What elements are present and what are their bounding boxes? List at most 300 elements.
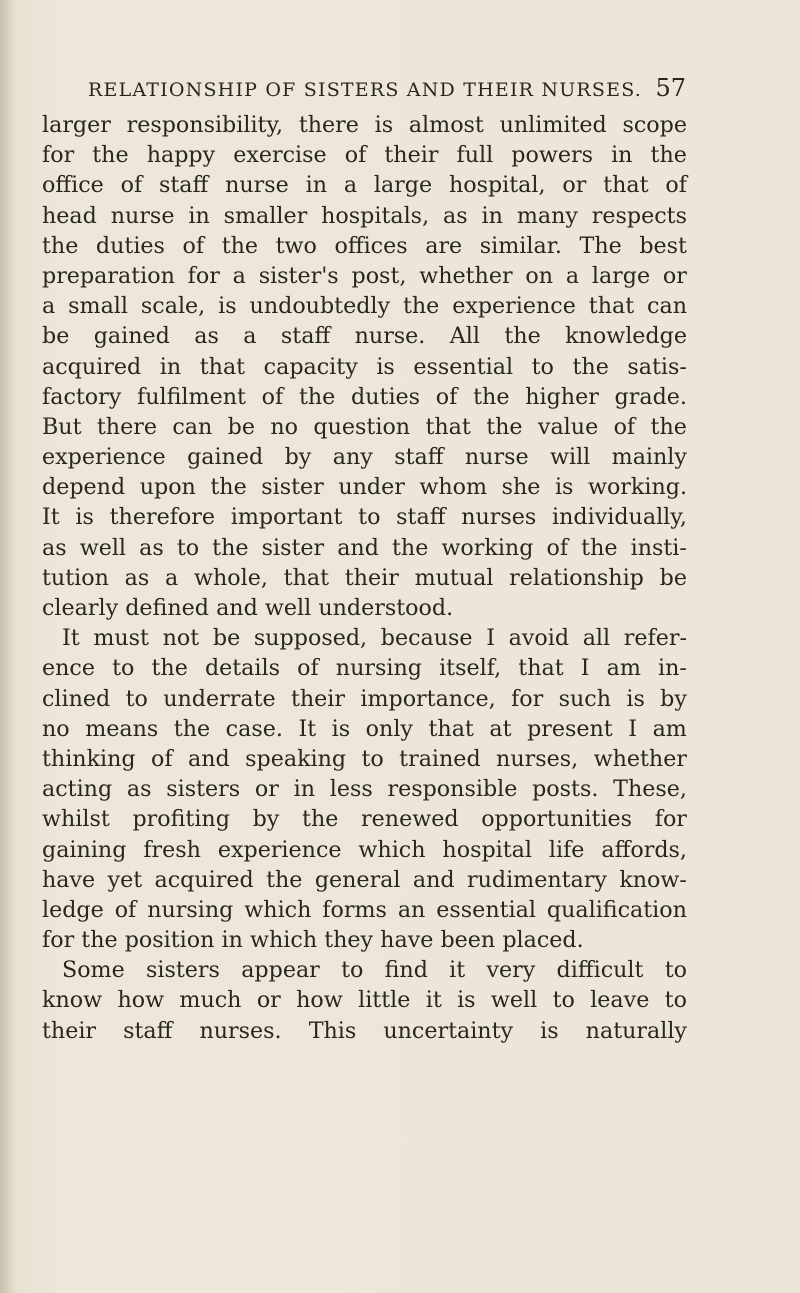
word: and	[216, 595, 258, 621]
word: in	[611, 142, 633, 169]
word: hospital,	[448, 172, 546, 199]
word: smaller	[223, 202, 308, 229]
word: offices	[334, 232, 408, 259]
word: find	[384, 957, 428, 984]
word: nurses,	[496, 745, 579, 772]
word: I	[628, 715, 638, 742]
word: is	[218, 293, 237, 320]
word: happy	[146, 142, 216, 169]
word: best	[639, 232, 687, 259]
word: have	[42, 866, 96, 893]
word: question	[313, 413, 411, 440]
word: staff	[280, 323, 331, 350]
word: to	[125, 685, 148, 712]
word: their	[384, 142, 439, 169]
text-line	[42, 352, 687, 382]
word: no	[270, 413, 299, 440]
word: grade.	[614, 383, 687, 410]
word: to	[341, 957, 364, 984]
word: fresh	[143, 836, 201, 863]
word: fulfilment	[137, 383, 246, 410]
word: it	[449, 957, 466, 984]
word: This	[308, 1017, 357, 1044]
word: a	[243, 323, 257, 350]
word: rudimentary	[466, 866, 607, 893]
word: as	[139, 534, 164, 561]
word: scope	[622, 112, 687, 138]
word: in	[481, 202, 503, 229]
word: respects	[591, 202, 687, 229]
word: the	[298, 383, 336, 410]
word: their	[290, 685, 346, 712]
word: nurse	[225, 172, 289, 199]
word: sister	[261, 534, 325, 561]
word: the	[486, 413, 523, 440]
word: itself,	[439, 655, 502, 682]
word: essential	[436, 896, 536, 923]
word: whether	[593, 745, 687, 772]
word: acquired	[42, 353, 142, 380]
word: for	[42, 927, 75, 954]
word: experience	[217, 836, 342, 863]
word: almost	[408, 112, 484, 138]
text-line	[42, 593, 687, 623]
word: essential	[413, 353, 514, 380]
word: higher	[525, 383, 599, 410]
word: to	[664, 957, 687, 984]
word: working	[441, 534, 534, 561]
word: as	[124, 564, 150, 591]
word: the	[392, 534, 429, 561]
word: yet	[107, 866, 143, 893]
word: that	[518, 655, 564, 682]
word: acquired	[154, 866, 254, 893]
word: little	[358, 987, 411, 1014]
word: such	[558, 685, 611, 712]
word: depend	[42, 474, 126, 501]
word: well	[264, 595, 312, 621]
text-line	[42, 804, 687, 834]
text-line	[42, 291, 687, 321]
word: value	[537, 413, 599, 440]
word: of	[120, 172, 143, 199]
word: by	[284, 444, 312, 471]
text-line	[42, 140, 687, 170]
word: that	[603, 172, 649, 199]
text-line	[42, 563, 687, 593]
word: of	[435, 383, 458, 410]
word: in	[305, 172, 327, 199]
text-line	[42, 502, 687, 532]
word: exercise	[233, 142, 327, 169]
word: sisters	[146, 957, 220, 984]
word: factory	[42, 383, 122, 410]
word: to	[552, 987, 575, 1014]
word: the	[650, 142, 687, 169]
text-line	[42, 774, 687, 804]
word: satis-	[627, 353, 687, 380]
word: the	[572, 353, 609, 380]
word: nurses	[461, 504, 537, 531]
word: know	[42, 987, 103, 1014]
word: knowledge	[565, 323, 687, 350]
word: or	[562, 172, 587, 199]
running-title: RELATIONSHIP OF SISTERS AND THEIR NURSES.	[88, 79, 642, 101]
word: very	[486, 957, 536, 984]
word: It	[298, 715, 317, 742]
word: am	[652, 715, 687, 742]
word: case.	[225, 715, 283, 742]
word: the	[212, 534, 249, 561]
word: in	[293, 776, 316, 803]
word: a	[42, 293, 56, 320]
word: to	[664, 987, 687, 1014]
word: and	[337, 534, 379, 561]
text-line	[42, 110, 687, 140]
word: is	[374, 112, 394, 138]
text-line	[42, 1016, 687, 1046]
word: It	[42, 504, 60, 531]
word: posts.	[532, 776, 599, 803]
word: which	[244, 896, 312, 923]
word: the	[42, 232, 79, 259]
word: for	[42, 142, 75, 169]
word: as	[443, 202, 468, 229]
word: leave	[590, 987, 650, 1014]
word: means	[85, 715, 159, 742]
word: to	[176, 534, 200, 561]
word: which	[250, 927, 318, 954]
word: sister's	[258, 262, 339, 289]
word: importance,	[360, 685, 496, 712]
word: the	[221, 232, 259, 259]
word: have	[380, 927, 434, 954]
word: post,	[351, 262, 407, 289]
word: nurse	[464, 444, 529, 471]
text-line	[42, 985, 687, 1015]
word: insti-	[630, 534, 687, 561]
text-line	[42, 623, 687, 653]
text-line	[42, 382, 687, 412]
word: that	[283, 564, 330, 591]
word: in	[159, 353, 182, 380]
word: All	[449, 323, 480, 350]
word: I	[580, 655, 590, 682]
word: can	[172, 413, 213, 440]
word: be	[42, 323, 70, 350]
word: or	[254, 776, 279, 803]
word: by	[252, 806, 280, 833]
word: the	[266, 866, 303, 893]
word: life	[548, 836, 585, 863]
word: under	[338, 474, 405, 501]
word: But	[42, 413, 82, 440]
word: or	[662, 262, 687, 289]
word: staff	[123, 1017, 173, 1044]
word: upon	[139, 474, 196, 501]
word: similar.	[479, 232, 562, 259]
word: larger	[42, 112, 111, 138]
word: sisters	[166, 776, 241, 803]
word: the	[581, 534, 618, 561]
word: acting	[42, 776, 113, 803]
word: I	[486, 625, 495, 652]
word: been	[440, 927, 496, 954]
word: preparation	[42, 262, 175, 289]
word: be	[659, 564, 687, 591]
word: is	[626, 685, 645, 712]
word: present	[527, 715, 613, 742]
word: will	[549, 444, 591, 471]
text-line	[42, 472, 687, 502]
word: ence	[42, 655, 95, 682]
word: large	[591, 262, 651, 289]
word: clearly	[42, 595, 119, 621]
word: These,	[613, 776, 687, 803]
word: small	[68, 293, 128, 320]
word: the	[173, 715, 211, 742]
word: Some	[62, 957, 125, 984]
word: is	[75, 504, 94, 531]
word: It	[62, 625, 80, 652]
word: gained	[187, 444, 264, 471]
word: relationship	[509, 564, 644, 591]
word: thinking	[42, 745, 136, 772]
word: gained	[93, 323, 170, 350]
word: that	[588, 293, 635, 320]
word: whole,	[193, 564, 268, 591]
word: am	[606, 655, 641, 682]
word: is	[376, 353, 395, 380]
word: many	[516, 202, 578, 229]
word: the	[151, 655, 188, 682]
word: the	[473, 383, 510, 410]
word: of	[151, 745, 173, 772]
text-line	[42, 170, 687, 200]
text-line	[42, 925, 687, 955]
word: less	[329, 776, 373, 803]
word: their	[42, 1017, 97, 1044]
word: general	[314, 866, 401, 893]
word: experience	[452, 293, 576, 320]
word: head	[42, 202, 97, 229]
word: the	[81, 927, 118, 954]
word: unlimited	[499, 112, 607, 138]
word: two	[275, 232, 317, 259]
word: to	[531, 353, 554, 380]
word: for	[187, 262, 220, 289]
word: only	[365, 715, 413, 742]
word: therefore	[109, 504, 216, 531]
word: difficult	[556, 957, 644, 984]
word: of	[297, 655, 319, 682]
word: it	[425, 987, 442, 1014]
word: well	[79, 534, 127, 561]
text-line	[42, 835, 687, 865]
word: how	[117, 987, 165, 1014]
word: placed.	[502, 927, 584, 954]
page-number: 57	[655, 74, 686, 102]
word: whom	[419, 474, 488, 501]
word: is	[457, 987, 476, 1014]
word: how	[296, 987, 343, 1014]
word: underrate	[163, 685, 276, 712]
word: defined	[125, 595, 209, 621]
word: for	[511, 685, 544, 712]
word: avoid	[508, 625, 570, 652]
running-header	[88, 74, 686, 108]
text-line	[42, 955, 687, 985]
word: responsibility,	[126, 112, 284, 138]
word: understood.	[318, 595, 454, 621]
word: well	[490, 987, 538, 1014]
word: powers	[511, 142, 593, 169]
word: capacity	[263, 353, 358, 380]
word: the	[504, 323, 541, 350]
word: that	[428, 715, 474, 742]
text-line	[42, 865, 687, 895]
word: know-	[619, 866, 687, 893]
word: the	[92, 142, 129, 169]
word: a	[165, 564, 179, 591]
word: a	[232, 262, 246, 289]
word: office	[42, 172, 104, 199]
word: tution	[42, 564, 109, 591]
text-line	[42, 744, 687, 774]
text-line	[42, 684, 687, 714]
word: be	[227, 413, 256, 440]
text-line	[42, 442, 687, 472]
word: of	[546, 534, 569, 561]
word: of	[613, 413, 636, 440]
word: she	[501, 474, 541, 501]
word: supposed,	[253, 625, 368, 652]
word: to	[112, 655, 135, 682]
word: that	[425, 413, 471, 440]
word: staff	[158, 172, 209, 199]
word: they	[324, 927, 374, 954]
word: and	[188, 745, 230, 772]
word: of	[344, 142, 367, 169]
word: is	[540, 1017, 559, 1044]
word: the	[650, 413, 687, 440]
word: because	[380, 625, 473, 652]
word: at	[489, 715, 512, 742]
word: in	[188, 202, 210, 229]
word: in	[221, 927, 243, 954]
word: renewed	[361, 806, 459, 833]
word: gaining	[42, 836, 127, 863]
word: a	[343, 172, 358, 199]
word: any	[332, 444, 373, 471]
word: and	[412, 866, 455, 893]
word: there	[96, 413, 157, 440]
word: sister	[261, 474, 324, 501]
word: nurse.	[354, 323, 426, 350]
word: nursing	[147, 896, 234, 923]
word: which	[358, 836, 426, 863]
word: naturally	[585, 1017, 687, 1044]
word: responsible	[387, 776, 518, 803]
word: mutual	[414, 564, 494, 591]
word: is	[331, 715, 351, 742]
text-line	[42, 412, 687, 442]
word: scale,	[140, 293, 206, 320]
word: nurses.	[199, 1017, 282, 1044]
word: in-	[658, 655, 687, 682]
word: for	[654, 806, 687, 833]
word: duties	[351, 383, 421, 410]
word: an	[397, 896, 426, 923]
word: trained	[399, 745, 481, 772]
text-line	[42, 653, 687, 683]
word: appear	[241, 957, 320, 984]
word: or	[256, 987, 281, 1014]
word: details	[204, 655, 280, 682]
word: of	[114, 896, 137, 923]
word: affords,	[601, 836, 687, 863]
word: by	[660, 685, 687, 712]
word: position	[124, 927, 215, 954]
word: duties	[95, 232, 165, 259]
word: forms	[322, 896, 387, 923]
word: can	[647, 293, 687, 320]
word: working.	[587, 474, 687, 501]
word: uncertainty	[383, 1017, 514, 1044]
text-line	[42, 321, 687, 351]
word: all	[582, 625, 611, 652]
word: staff	[394, 444, 444, 471]
word: must	[93, 625, 149, 652]
word: that	[199, 353, 246, 380]
word: opportunities	[481, 806, 633, 833]
text-line	[42, 201, 687, 231]
word: mainly	[611, 444, 687, 471]
word: not	[162, 625, 200, 652]
word: hospitals,	[321, 202, 430, 229]
text-line	[42, 714, 687, 744]
word: the	[302, 806, 339, 833]
text-line	[42, 261, 687, 291]
word: refer-	[623, 625, 687, 652]
word: clined	[42, 685, 111, 712]
word: there	[298, 112, 359, 138]
word: on	[525, 262, 554, 289]
word: much	[179, 987, 242, 1014]
word: nurse	[110, 202, 175, 229]
text-line	[42, 231, 687, 261]
word: profiting	[132, 806, 230, 833]
word: full	[456, 142, 494, 169]
word: of	[665, 172, 687, 199]
word: of	[261, 383, 284, 410]
text-line	[42, 895, 687, 925]
word: The	[579, 232, 622, 259]
word: is	[554, 474, 574, 501]
word: their	[344, 564, 399, 591]
word: experience	[42, 444, 166, 471]
word: speaking	[245, 745, 347, 772]
word: no	[42, 715, 70, 742]
word: as	[42, 534, 67, 561]
word: be	[212, 625, 241, 652]
word: undoubtedly	[249, 293, 391, 320]
word: whilst	[42, 806, 110, 833]
word: individually,	[552, 504, 687, 531]
word: staff	[396, 504, 446, 531]
text-line	[42, 533, 687, 563]
word: as	[126, 776, 152, 803]
